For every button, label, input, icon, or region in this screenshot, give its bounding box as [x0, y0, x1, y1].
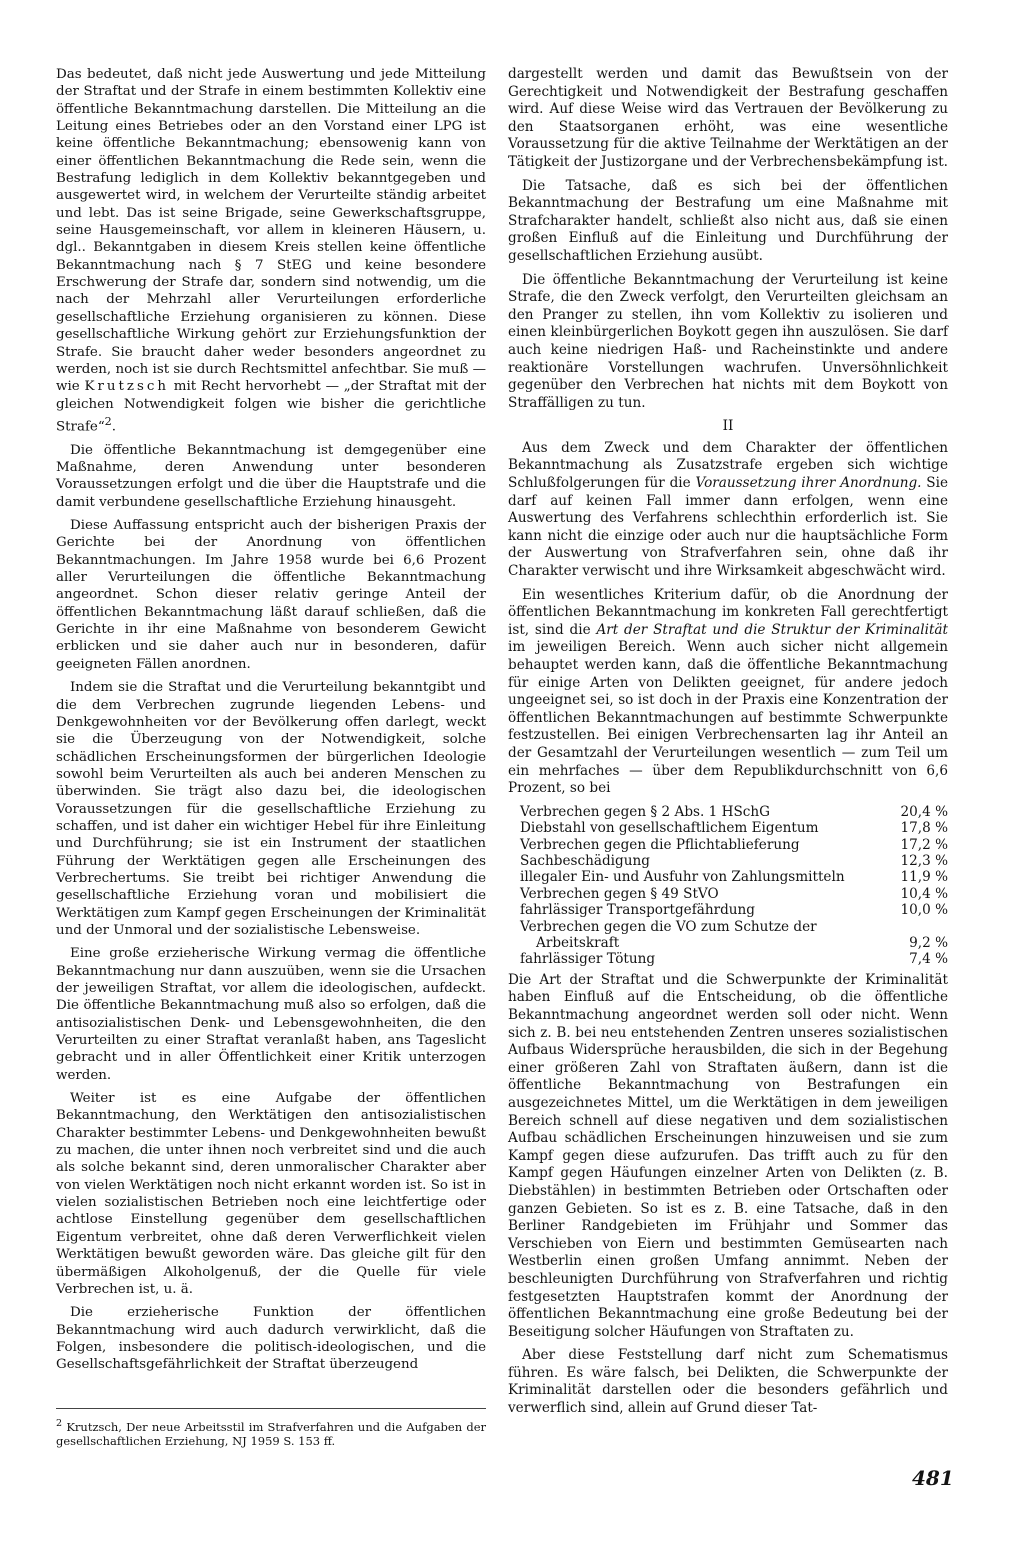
paragraph: Die erzieherische Funktion der öffentlichen Bekanntmachung wird auch dadurch verwirklicht, daß die Folgen, insbesondere die politisch-ideologischen, und die Gesellschaftsgefährlichkeit der Straftat überzeugend — [56, 1305, 486, 1373]
crime-label: fahrlässiger Tötung — [520, 951, 656, 968]
crime-label: Verbrechen gegen die Pflichtablieferung — [520, 836, 800, 853]
percentage — [878, 919, 948, 935]
text: Aus dem Zweck und dem Charakter der öffentlichen Bekanntmachung als Zusatzstrafe ergeben sich wichtige Schlußfolgerungen für die — [508, 439, 948, 492]
text: im jeweiligen Bereich. Wenn auch sicher nicht allgemein behauptet werden kann, daß die öffentliche Bekanntmachung für einige Arten von Delikten geeignet, für andere jedoch ungeeignet sei, so ist doch in der Praxis eine Konzentration der öffentlichen Bekanntmachungen auf bestimmte Schwerpunkte festzustellen. Bei einigen Verbrechensarten lag ihr Anteil an der Gesamtzahl der Verurteilungen wesentlich — zum Teil um ein mehrfaches — über dem Republikdurchschnitt von 6,6 Prozent, so bei — [508, 639, 948, 797]
footnote — [56, 1408, 486, 1448]
paragraph — [508, 587, 948, 798]
paragraph: Die öffentliche Bekanntmachung ist demgegenüber eine Maßnahme, deren Anwendung unter besonderen Voraussetzungen erfolgt und die über die Hauptstrafe und die damit verbundene gesellschaftliche Erziehung hinausgeht. — [56, 442, 486, 510]
paragraph: dargestellt werden und damit das Bewußtsein von der Gerechtigkeit und Notwendigkeit der Bestrafung geschaffen wird. Auf diese Weise wird das Vertrauen der Bevölkerung zu den Staatsorganen erhöht, was eine wesentliche Voraussetzung für die aktive Teilnahme der Werktätigen an der Tätigkeit der Justizorgane und der Verbrechensbekämpfung ist. — [508, 66, 948, 170]
table-row — [508, 837, 948, 853]
paragraph: Aber diese Feststellung darf nicht zum Schematismus führen. Es wäre falsch, bei Delikten, die Schwerpunkte der Kriminalität darstellen oder die besonders gefährlich und verwerflich sind, allein auf Grund dieser Tat- — [508, 1347, 948, 1417]
table-row — [508, 853, 948, 869]
paragraph: Eine große erzieherische Wirkung vermag die öffentliche Bekanntmachung nur dann auszuüben, wenn sie die Ursachen der jeweiligen Straftat, vor allem die ideologischen, aufdeckt. Die öffentliche Bekanntmachung muß also so erfolgen, daß die antisozialistischen Denk- und Lebensgewohnheiten, die den Verurteilten zu einer Straftat veranlaßt haben, ans Tageslicht gebracht und in aller Öffentlichkeit einer Kritik unterzogen werden. — [56, 946, 486, 1083]
percentage: 10,4 % — [900, 885, 948, 902]
crime-label: Diebstahl von gesellschaftlichem Eigentum — [520, 820, 819, 837]
paragraph: Die öffentliche Bekanntmachung der Verurteilung ist keine Strafe, die den Zweck verfolgt, den Verurteilten gleichsam an den Pranger zu stellen, ihn vom Kollektiv zu isolieren und einen kleinbürgerlichen Boykott gegen ihn auszulösen. Sie darf auch keine niedrigen Haß- und Racheinstinkte und andere reaktionäre Vorstellungen wachrufen. Unversöhnlichkeit gegenüber den Verbrechen hat nichts mit dem Boykott von Straffälligen zu tun. — [508, 271, 948, 411]
crime-label: fahrlässiger Transportgefährdung — [520, 902, 756, 919]
paragraph: Diese Auffassung entspricht auch der bisherigen Praxis der Gerichte bei der Anordnung von öffentlichen Bekanntmachungen. Im Jahre 1958 wurde bei 6,6 Prozent aller Verurteilungen die öffentliche Bekanntmachung angeordnet. Schon dieser relativ geringe Anteil der öffentlichen Bekanntmachung läßt darauf schließen, daß die Gerichte in ihr eine Maßnahme von besonderem Gewicht erblicken und sie daher auch nur in besonderen, dafür geeigneten Fällen anordnen. — [56, 518, 486, 672]
footnote-ref[interactable]: 2 — [104, 414, 112, 428]
crime-label: Verbrechen gegen die VO zum Schutze der — [520, 918, 817, 935]
paragraph — [56, 66, 486, 436]
percentage: 17,2 % — [900, 836, 948, 853]
table-row — [508, 902, 948, 918]
percentage: 12,3 % — [900, 852, 948, 869]
table-row — [508, 869, 948, 885]
emphasis: Voraussetzung ihrer Anordnung. — [695, 475, 922, 492]
text: Ein wesentliches Kriterium dafür, ob die Anordnung der öffentlichen Bekanntmachung im konkreten Fall gerechtfertigt ist, sind die — [508, 586, 948, 638]
crime-label: Sachbeschädigung — [520, 852, 650, 869]
author-name: Krutzsch — [84, 379, 169, 395]
percentage: 11,9 % — [900, 869, 948, 886]
crime-label: Verbrechen gegen § 49 StVO — [520, 885, 719, 902]
page-number: 481 — [912, 1466, 954, 1490]
emphasis: Art der Straftat und die Struktur der Kriminalität — [596, 621, 948, 638]
percentage: 10,0 % — [900, 902, 948, 919]
footnote-text: Krutzsch, Der neue Arbeitsstil im Strafverfahren und die Aufgaben der gesellschaftlichen Erziehung, NJ 1959 S. 153 ff. — [56, 1419, 486, 1448]
crime-label: Arbeitskraft — [536, 935, 620, 951]
table-row — [508, 935, 948, 951]
paragraph — [508, 440, 948, 581]
percentage: 20,4 % — [900, 803, 948, 820]
crime-label: illegaler Ein- und Ausfuhr von Zahlungsmitteln — [520, 869, 845, 886]
paragraph: Weiter ist es eine Aufgabe der öffentlichen Bekanntmachung, den Werktätigen den antisozialistischen Charakter bestimmter Lebens- und Denkgewohnheiten bewußt zu machen, die unter ihnen noch verbreitet sind und die auch als solche bekannt sind, deren unmoralischer Charakter aber von vielen Werktätigen noch nicht erkannt worden ist. So ist in vielen sozialistischen Betrieben noch eine leichtfertige oder achtlose Einstellung gegenüber dem gesellschaftlichen Eigentum verbreitet, ohne daß deren Verwerflichkeit vielen Werktätigen bewußt geworden wäre. Das gleiche gilt für den übermäßigen Alkoholgenuß, der die Quelle für viele Verbrechen ist, u. ä. — [56, 1091, 486, 1297]
text: Sie darf auf keinen Fall immer dann erfolgen, wenn eine Auswertung des Verfahrens schlechthin erforderlich ist. Sie kann nicht die einzige oder auch nur die hauptsächliche Form der Auswertung von Strafverfahren sein, ohne daß ihr Charakter verwischt und ihre Wirksamkeit abgeschwächt wird. — [508, 475, 949, 580]
table-row — [508, 804, 948, 820]
table-row — [508, 951, 948, 967]
footnote-number: 2 — [56, 1418, 63, 1429]
section-heading: II — [722, 418, 734, 435]
paragraph: Die Tatsache, daß es sich bei der öffentlichen Bekanntmachung der Bestrafung um eine Maßnahme mit Strafcharakter handelt, schließt also nicht aus, daß sie einen großen Einfluß auf die Einleitung und Durchführung der gesellschaftlichen Erziehung ausübt. — [508, 177, 948, 264]
text: Das bedeutet, daß nicht jede Auswertung und jede Mitteilung der Straftat und der Strafe in einem bestimmten Kollektiv eine öffentliche Bekanntmachung darstellen. Die Mitteilung an die Leitung eines Betriebes oder an den Vorstand einer LPG ist keine öffentliche Bekanntmachung; ebensowenig kann von einer öffentlichen Bekanntmachung die Rede sein, wenn die Bestrafung lediglich in dem Kollektiv bekanntgegeben und ausgewertet wird, in welchem der Verurteilte ständig arbeitet und lebt. Das ist seine Brigade, seine Gewerkschaftsgruppe, seine Hausgemeinschaft, vor allem in kleineren Häusern, u. dgl.. Bekanntgaben in diesem Kreis stellen keine öffentliche Bekanntmachung nach § 7 StEG und keine besondere Erschwerung der Strafe dar, sondern sind notwendig, um die nach der Mehrzahl aller Verurteilungen erforderliche gesellschaftliche Erziehung organisieren zu können. Diese gesellschaftliche Wirkung gehört zur Erziehungsfunktion der Strafe. Sie braucht daher weder besonders angeordnet zu werden, noch ist sie durch Rechtsmittel anfechtbar. Sie muß — wie — [56, 67, 486, 395]
text: . — [111, 419, 117, 435]
table-row — [508, 919, 948, 935]
crime-label: Verbrechen gegen § 2 Abs. 1 HSchG — [520, 803, 771, 820]
statistics-table — [508, 804, 948, 968]
table-row — [508, 820, 948, 836]
paragraph: Die Art der Straftat und die Schwerpunkte der Kriminalität haben Einfluß auf die Entscheidung, ob die öffentliche Bekanntmachung angeordnet werden soll oder nicht. Wenn sich z. B. bei neu entstehenden Zentren unseres sozialistischen Aufbaus Widersprüche herausbilden, die sich in der Begehung einer größeren Zahl von Straftaten äußern, dann ist die öffentliche Bekanntmachung von Bestrafungen ein ausgezeichnetes Mittel, um die Werktätigen in dem jeweiligen Bereich schnell auf diese negativen und dem sozialistischen Aufbau schädlichen Erscheinungen hinzuweisen und sie zum Kampf gegen diese aufzurufen. Das trifft auch zu für den Kampf gegen Häufungen einzelner Arten von Delikten (z. B. Diebstählen) in bestimmten Betrieben oder Ortschaften oder ganzen Gebieten. So ist es z. B. eine Tatsache, daß in den Berliner Randgebieten im Frühjahr und Sommer das Verschieben von Eiern und bestimmten Gemüsearten nach Westberlin einen großen Umfang annimmt. Neben der beschleunigten Durchführung von Strafverfahren und richtig festgesetzten Hauptstrafen kommt der Anordnung der öffentlichen Bekanntmachung eine große Bedeutung bei der Beseitigung solcher Häufungen von Straftaten zu. — [508, 971, 948, 1340]
text: mit Recht hervorhebt — „der Straftat mit der gleichen Notwendigkeit folgen wie bisher die gerichtliche Strafe“ — [56, 379, 486, 435]
paragraph: Indem sie die Straftat und die Verurteilung bekanntgibt und die dem Verbrechen zugrunde liegenden Lebens- und Denkgewohnheiten vor der Bevölkerung offen darlegt, weckt sie die Überzeugung von der Notwendigkeit, solche schädlichen Erscheinungsformen der bürgerlichen Ideologie sowohl beim Verurteilten als auch bei anderen Menschen zu überwinden. Sie trägt also dazu bei, die ideologischen Voraussetzungen für die gesellschaftliche Erziehung zu schaffen, und ist daher ein wichtiger Hebel für ihre Einleitung und Durchführung; sie ist ein Instrument der staatlichen Führung der Werktätigen gegen alle Erscheinungen des Verbrechertums. Sie treibt bei richtiger Anwendung die gesellschaftliche Erziehung voran und mobilisiert die Werktätigen zum Kampf gegen Erscheinungen der Kriminalität und der Unmoral und der sozialistische Lebensweise. — [56, 680, 486, 938]
percentage: 9,2 % — [909, 935, 948, 951]
right-column — [508, 66, 948, 1424]
percentage: 7,4 % — [909, 951, 948, 968]
table-row — [508, 886, 948, 902]
left-column — [56, 66, 486, 1380]
percentage: 17,8 % — [900, 820, 948, 837]
